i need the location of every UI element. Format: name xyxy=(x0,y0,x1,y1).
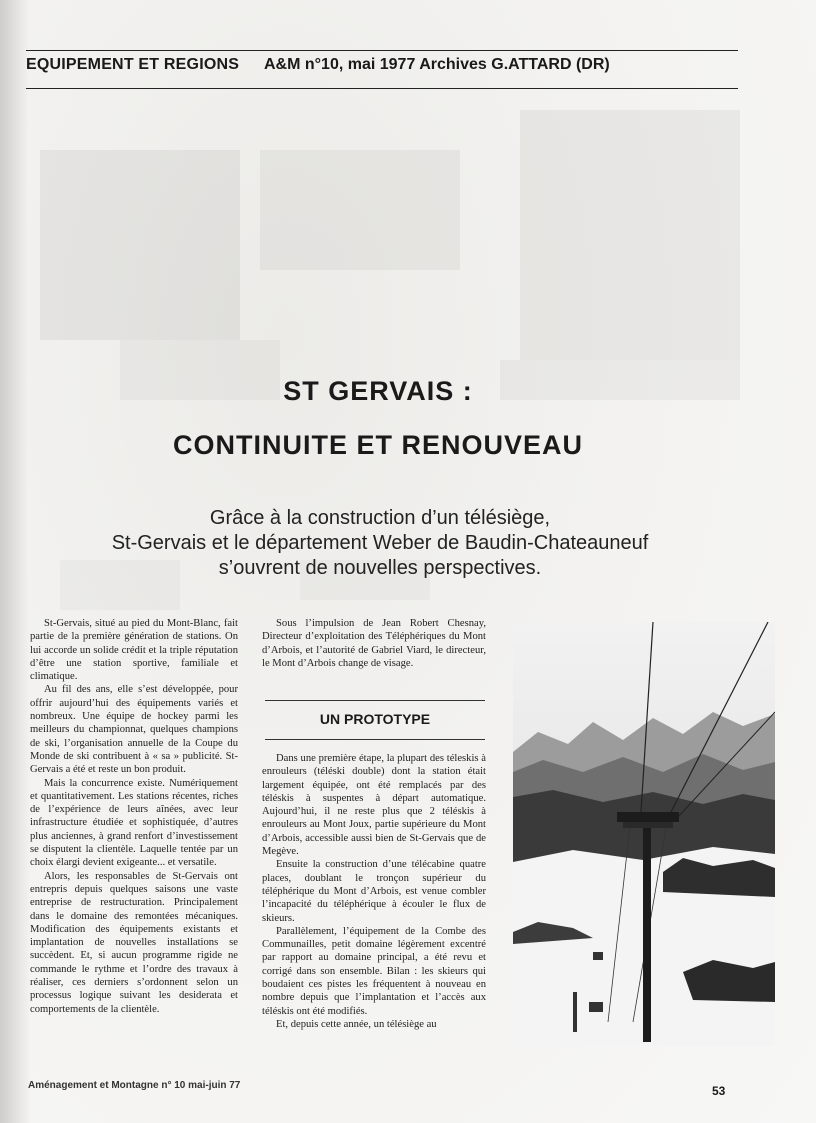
section-heading-box xyxy=(265,700,485,740)
paragraph: Sous l’impulsion de Jean Robert Chesnay, Directeur d’exploitation des Téléphériques du Mont d’Arbois, et l’autorité de Gabriel Viard, le directeur, le Mont d’Arbois change de visage. xyxy=(262,618,486,669)
journal-footer: Aménagement et Montagne n° 10 mai-juin 77 xyxy=(28,1080,241,1091)
text-column-1 xyxy=(30,617,238,1016)
paragraph: Alors, les responsables de St-Gervais ont entrepris depuis quelques saisons une vaste entreprise de restructuration. Principalement dans le domaine des remontées mécaniques. Modification des équipements existants et implantation de nouvelles installations se succèdent. Et, si aucun programme rigide ne commande le rythme et l’ordre des travaux à réaliser, ces derniers s’ordonnent selon un processus logique suivant les desiderata et comportements de la clientèle. xyxy=(30,870,238,1015)
paragraph: Dans une première étape, la plupart des téleskis à enrouleurs (téléski double) dont la station était largement équipée, ont été remplacés par des téléskis à suspentes à départ automatique. Aujourd’hui, il ne reste plus que 2 téléskis à enrouleurs au Mont Joux, partie supérieure du Mont d’Arbois, accessible aussi bien de St-Gervais que de Megève. xyxy=(262,753,486,858)
section-heading: UN PROTOTYPE xyxy=(319,711,431,727)
paragraph: Ensuite la construction d’une télécabine quatre places, doublant le tronçon supérieur du téléphérique du Mont d’Arbois, est venue combler l’incapacité du téléphérique à écouler le flux de skieurs. xyxy=(262,859,486,924)
section-label: EQUIPEMENT ET REGIONS xyxy=(26,56,240,73)
article-title-line2: CONTINUITE ET RENOUVEAU xyxy=(172,430,584,460)
page-number: 53 xyxy=(712,1084,726,1098)
subtitle-line: s’ouvrent de nouvelles perspectives. xyxy=(218,557,542,579)
article-subtitle xyxy=(40,506,720,581)
paragraph: Et, depuis cette année, un télésiège au xyxy=(276,1018,437,1030)
article-title-line1: ST GERVAIS : xyxy=(283,376,473,406)
text-column-2-body xyxy=(262,752,486,1031)
chairlift-photo-drawing xyxy=(513,622,775,1046)
paragraph: St-Gervais, situé au pied du Mont-Blanc, fait partie de la première génération de stations. On lui accorde un solide crédit et la triple réputation d’être une station sportive, familiale et climatique. xyxy=(30,618,238,683)
source-credit: A&M n°10, mai 1977 Archives G.ATTARD (DR) xyxy=(264,56,610,73)
header-rule-top xyxy=(26,50,738,51)
paragraph: Mais la concurrence existe. Numériquement et quantitativement. Les stations récentes, riches de l’expérience de leurs aînées, avec leur infrastructure étudiée et sophistiquée, d’autres plus anciennes, à grand renfort d’investissement se disputent la clientèle. Laquelle tentée par un choix élargi devient exigeante... et versatile. xyxy=(30,777,238,869)
header-rule-bottom xyxy=(26,88,738,89)
subtitle-line: St-Gervais et le département Weber de Baudin-Chateauneuf xyxy=(111,532,649,554)
paragraph: Au fil des ans, elle s’est développée, pour offrir aujourd’hui des équipements variés et nombreux. Une équipe de hockey parmi les meilleurs du championnat, quelques champions de ski, l’organisation annuelle de la Coupe du Monde de ski contribuent à « sa » publicité. St-Gervais a été et reste un bon produit. xyxy=(30,684,238,776)
chairlift-photo xyxy=(513,622,775,1046)
subtitle-line: Grâce à la construction d’un télésiège, xyxy=(209,507,551,529)
text-column-2-intro xyxy=(262,617,486,670)
paragraph: Parallèlement, l’équipement de la Combe des Communailles, petit domaine légèrement excentré par rapport au domaine principal, a été revu et corrigé dans son ensemble. Bilan : les skieurs qui boudaient ces pistes les fréquentent à nouveau en nombre depuis que l’implantation et l’accès aux téléskis ont été modifiés. xyxy=(262,925,486,1017)
